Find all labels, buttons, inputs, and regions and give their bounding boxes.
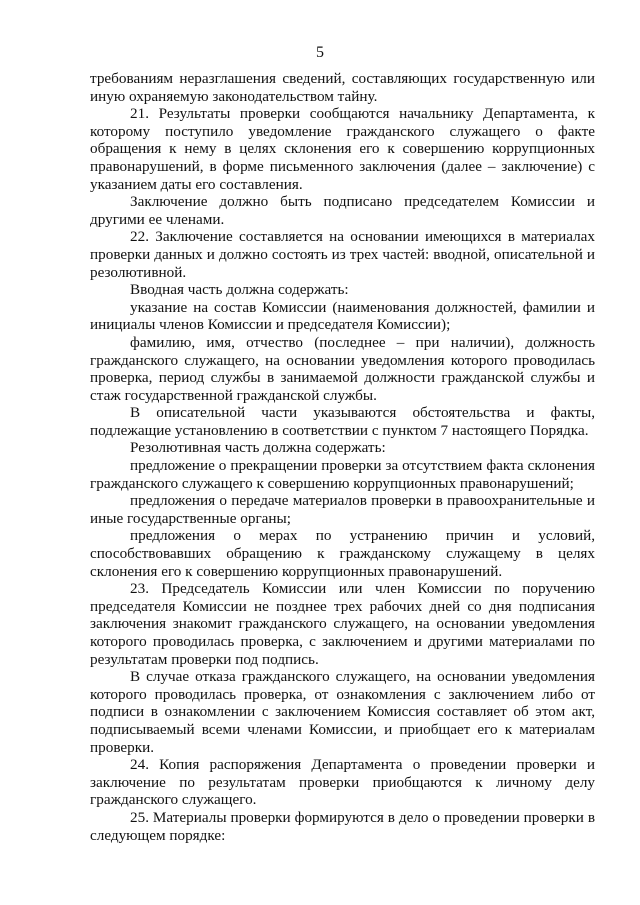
paragraph-signature-requirement: Заключение должно быть подписано председателем Комиссии и другими ее членами. (90, 193, 595, 228)
paragraph-item-24: 24. Копия распоряжения Департамента о проведении проверки и заключение по результатам проверки приобщаются к личному делу гражданского служащего. (90, 756, 595, 809)
document-body (90, 70, 595, 844)
paragraph-intro-part-heading: Вводная часть должна содержать: (130, 281, 349, 299)
paragraph-proposal-transfer: предложения о передаче материалов проверки в правоохранительные и иные государственные органы; (90, 492, 595, 527)
paragraph-item-23: 23. Председатель Комиссии или член Комиссии по поручению председателя Комиссии не позднее трех рабочих дней со дня подписания заключения знакомит гражданского служащего, на основании уведомления которого проводилась проверка, с заключением и другими материалами по результатам проверки под подпись. (90, 580, 595, 668)
page-number: 5 (316, 44, 324, 61)
paragraph-continuation: требованиям неразглашения сведений, составляющих государственную или иную охраняемую законодательством тайну. (90, 70, 595, 105)
paragraph-employee-details: фамилию, имя, отчество (последнее – при наличии), должность гражданского служащего, на основании уведомления которого проводилась проверка, период службы в занимаемой должности гражданской службы и стаж государственной гражданской службы. (90, 333, 595, 404)
paragraph-proposal-measures: предложения о мерах по устранению причин и условий, способствовавших обращению к гражданскому служащему в целях склонения его к совершению коррупционных правонарушений. (90, 527, 595, 580)
paragraph-resolutive-part-heading: Резолютивная часть должна содержать: (130, 439, 386, 457)
paragraph-commission-composition: указание на состав Комиссии (наименования должностей, фамилии и инициалы членов Комиссии и председателя Комиссии); (90, 298, 595, 334)
paragraph-proposal-termination: предложение о прекращении проверки за отсутствием факта склонения гражданского служащего к совершению коррупционных правонарушений; (90, 457, 595, 492)
paragraph-item-25: 25. Материалы проверки формируются в дело о проведении проверки в следующем порядке: (90, 808, 595, 844)
paragraph-item-22: 22. Заключение составляется на основании имеющихся в материалах проверки данных и должно состоять из трех частей: вводной, описательной и резолютивной. (90, 228, 595, 281)
paragraph-descriptive-part: В описательной части указываются обстоятельства и факты, подлежащие установлению в соответствии с пунктом 7 настоящего Порядка. (90, 404, 595, 439)
paragraph-refusal-case: В случае отказа гражданского служащего, на основании уведомления которого проводилась проверка, от ознакомления с заключением либо от подписи в ознакомлении с заключением Комиссия составляет об этом акт, подписываемый всеми членами Комиссии, и приобщает его к материалам проверки. (90, 668, 595, 756)
paragraph-item-21: 21. Результаты проверки сообщаются начальнику Департамента, к которому поступило уведомление гражданского служащего о факте обращения к нему в целях склонения его к совершению коррупционных правонарушений, в форме письменного заключения (далее – заключение) с указанием даты его составления. (90, 105, 595, 193)
